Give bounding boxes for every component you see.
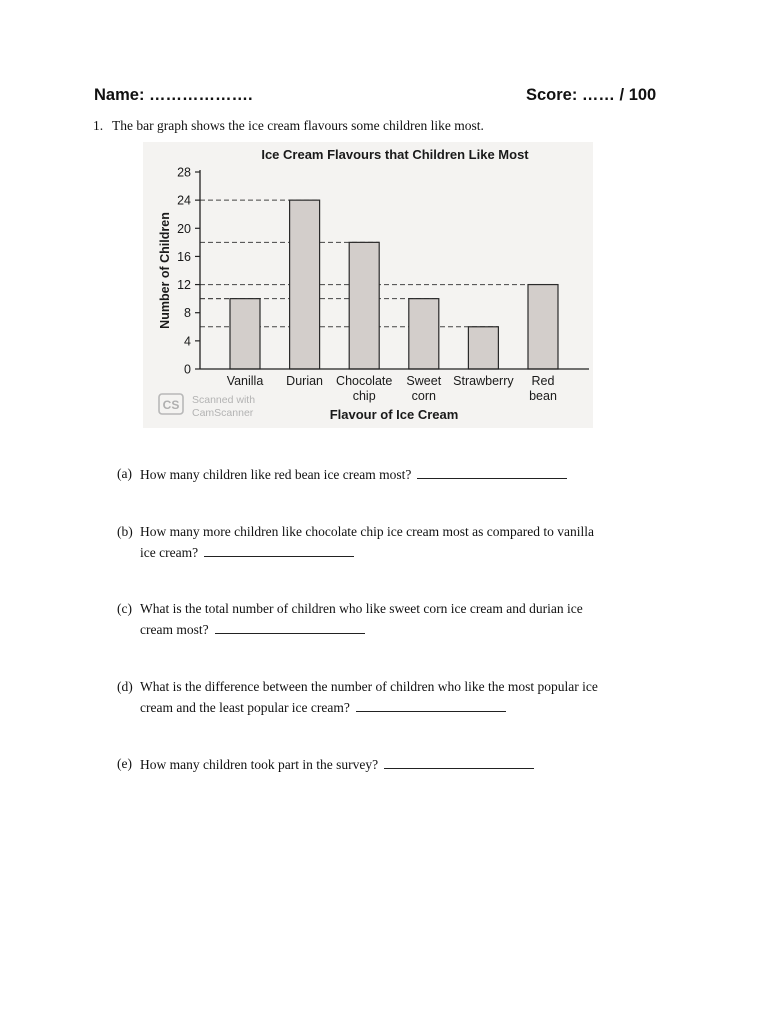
subquestion-label: (d)	[117, 679, 133, 694]
subquestion-line	[140, 522, 670, 542]
y-tick-label: 0	[184, 362, 191, 377]
answer-blank[interactable]	[417, 464, 567, 479]
y-tick-label: 16	[177, 249, 191, 264]
x-tick-label: corn	[411, 389, 436, 403]
subquestion-line-text: How many more children like chocolate chip ice cream most as compared to vanilla	[140, 524, 594, 539]
x-tick-label: Sweet	[406, 374, 442, 388]
subquestion-line-text: cream most?	[140, 622, 209, 637]
bar	[290, 200, 320, 369]
y-tick-label: 4	[184, 334, 191, 349]
bar	[468, 327, 498, 369]
x-axis-label: Flavour of Ice Cream	[329, 407, 459, 422]
subquestion-line-text: What is the total number of children who like sweet corn ice cream and durian ice	[140, 601, 583, 616]
y-tick-label: 12	[177, 278, 191, 293]
chart-svg	[143, 142, 593, 428]
answer-blank[interactable]	[204, 542, 354, 557]
chart-title: Ice Cream Flavours that Children Like Most	[261, 147, 529, 162]
subquestion-line-text: How many children took part in the survey?	[140, 757, 379, 772]
watermark-line: Scanned with	[192, 394, 256, 406]
subquestion-text	[140, 754, 670, 775]
subquestion-text	[140, 522, 670, 563]
subquestion-line	[140, 599, 670, 619]
subquestion-line-text: ice cream?	[140, 545, 199, 560]
question-text: The bar graph shows the ice cream flavours some children like most.	[112, 118, 484, 133]
x-tick-label: Durian	[286, 374, 324, 388]
y-tick-label: 20	[177, 221, 191, 236]
subquestion-line	[140, 464, 670, 485]
name-label: Name: ……………….	[94, 86, 253, 104]
y-tick-label: 28	[177, 165, 191, 180]
x-tick-label: bean	[529, 389, 557, 403]
x-tick-label: Vanilla	[226, 374, 264, 388]
x-tick-label: Chocolate	[336, 374, 393, 388]
question-number: 1.	[93, 118, 104, 133]
bar-chart	[143, 142, 593, 428]
y-axis-label: Number of Children	[158, 212, 172, 329]
bar	[528, 285, 558, 369]
x-tick-label: Red	[531, 374, 555, 388]
subquestion-label: (a)	[117, 466, 132, 481]
subquestion-text	[140, 677, 670, 718]
subquestion-label: (b)	[117, 524, 133, 539]
x-tick-label: Strawberry	[453, 374, 514, 388]
bar	[230, 299, 260, 369]
subquestion-text	[140, 464, 670, 485]
camscanner-logo-text: CS	[162, 398, 180, 412]
subquestion-line-text: cream and the least popular ice cream?	[140, 700, 350, 715]
watermark-line: CamScanner	[192, 407, 254, 419]
subquestion-line	[140, 697, 670, 718]
subquestion-text	[140, 599, 670, 640]
bar	[349, 242, 379, 369]
subquestion-line	[140, 542, 670, 563]
bar	[409, 299, 439, 369]
answer-blank[interactable]	[384, 754, 534, 769]
x-tick-label: chip	[352, 389, 376, 403]
answer-blank[interactable]	[356, 697, 506, 712]
subquestion-label: (e)	[117, 756, 132, 771]
score-label: Score: …… / 100	[526, 86, 657, 104]
subquestion-label: (c)	[117, 601, 132, 616]
subquestion-line-text: What is the difference between the number of children who like the most popular ice	[140, 679, 598, 694]
subquestion-line	[140, 754, 670, 775]
subquestion-line-text: How many children like red bean ice cream most?	[140, 467, 412, 482]
y-tick-label: 24	[177, 193, 191, 208]
y-tick-label: 8	[184, 306, 191, 321]
question-1	[93, 118, 484, 134]
subquestion-line	[140, 677, 670, 697]
subquestion-line	[140, 619, 670, 640]
answer-blank[interactable]	[215, 619, 365, 634]
